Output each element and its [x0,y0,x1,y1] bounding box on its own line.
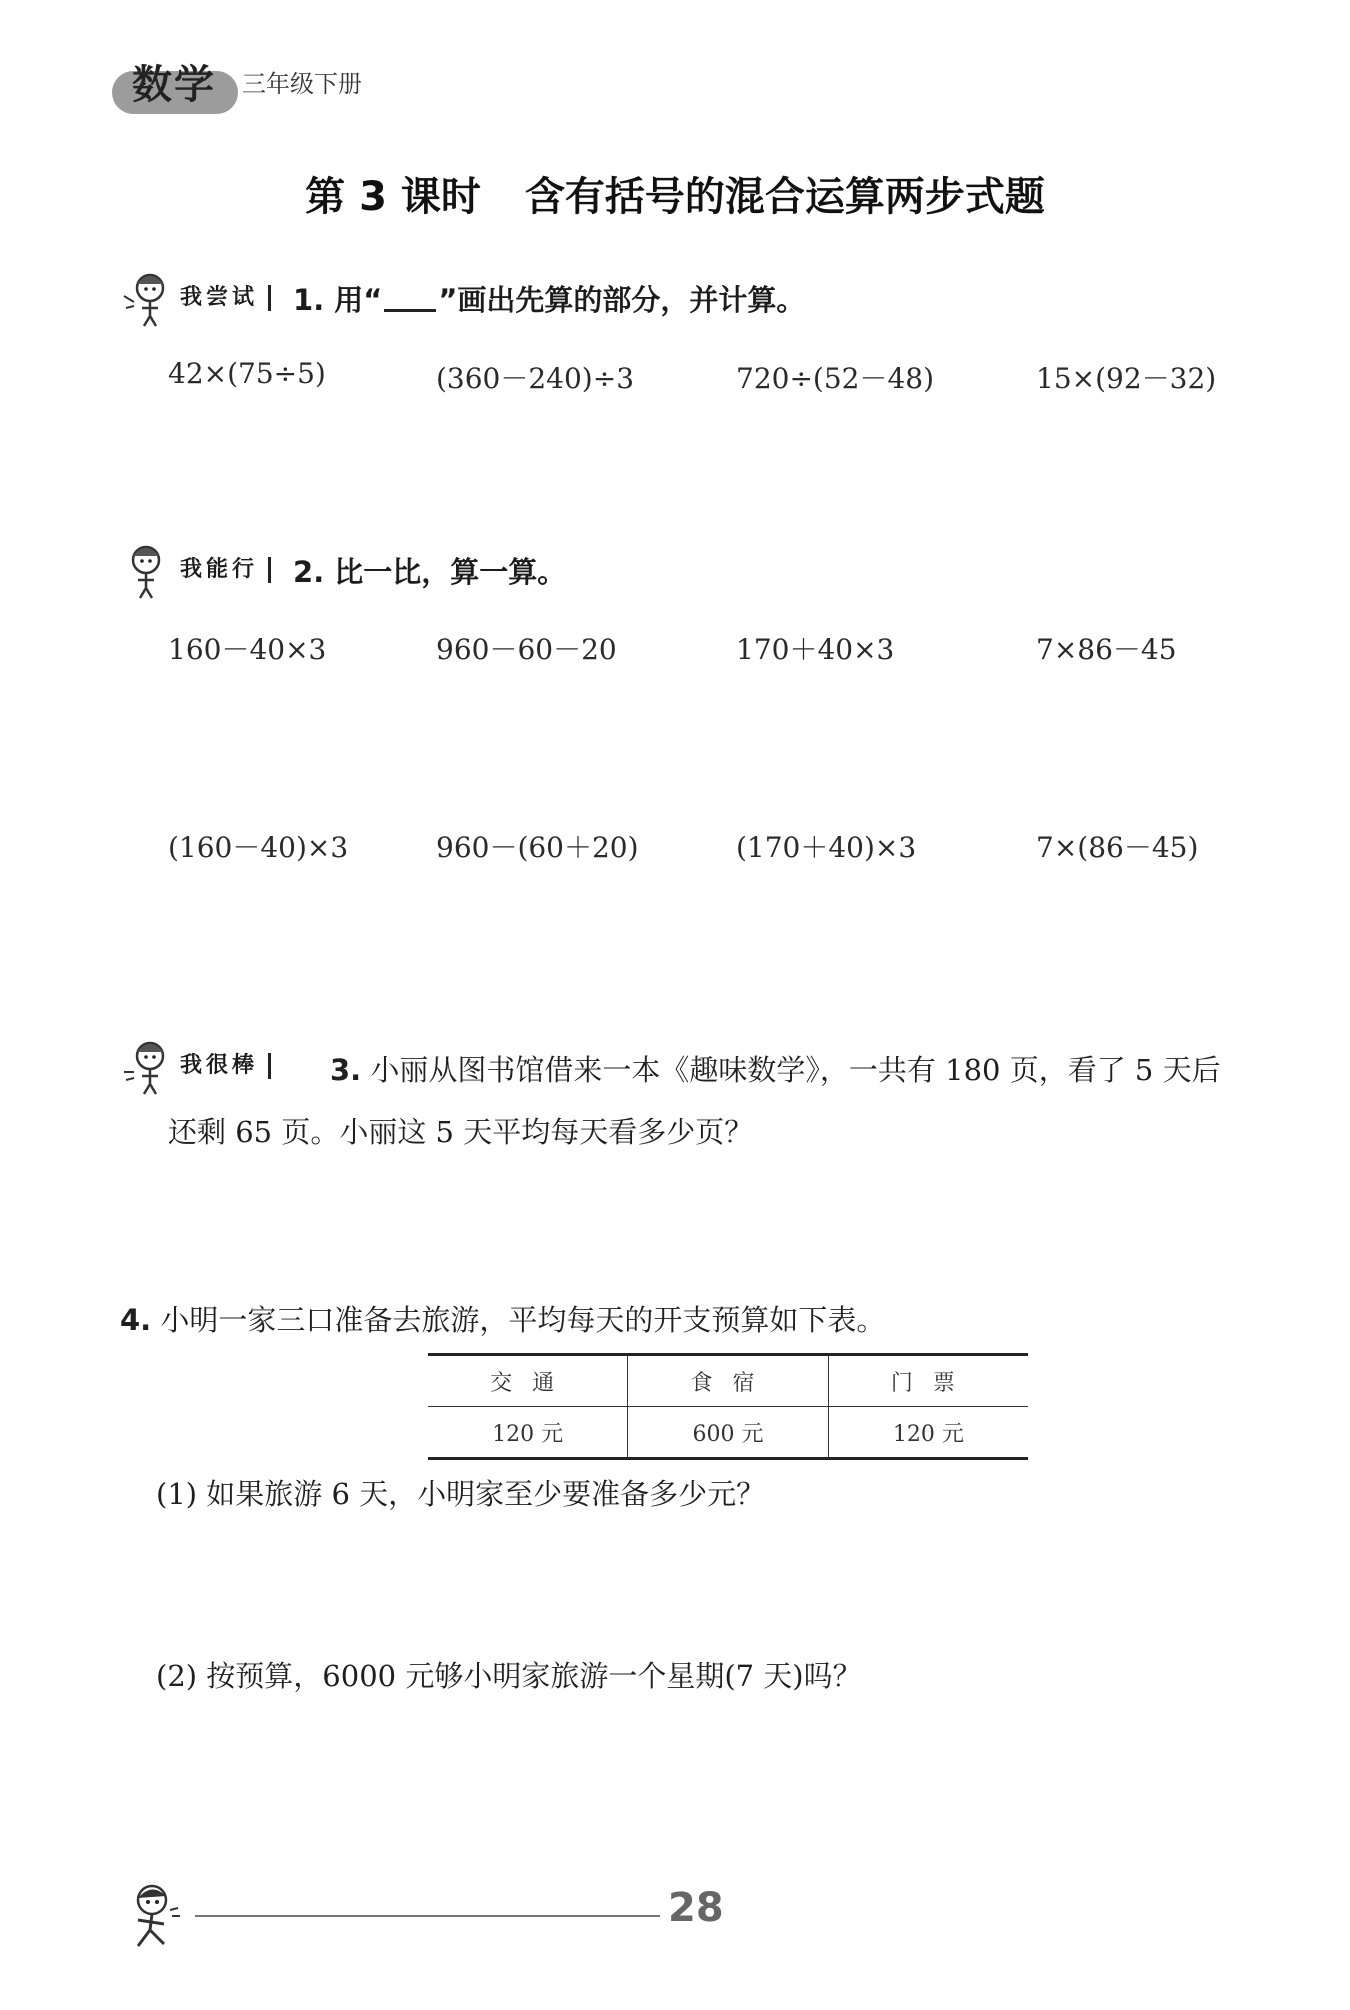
table-cell: 120 元 [428,1407,628,1459]
lesson-topic: 含有括号的混合运算两步式题 [524,174,1045,220]
q3-heading [120,1036,271,1096]
q4-subquestion-1: (1) 如果旅游 6 天，小明家至少要准备多少元？ [156,1477,766,1511]
girl-mascot-icon [120,1036,172,1096]
q3-text-line1: 3. 小丽从图书馆借来一本《趣味数学》，一共有 180 页，看了 5 天后 [330,1053,1221,1087]
subject-label: 数学 [120,53,228,110]
girl-mascot-icon [120,268,172,328]
table-header-row [428,1355,1028,1407]
table-header-cell: 交通 [428,1355,628,1407]
q1-heading [120,268,805,328]
q2-tag: 我能行 [180,557,271,583]
underline-blank [384,285,436,312]
table-header-cell: 食宿 [628,1355,828,1407]
q1-expression: 15×(92－32) [1036,362,1217,395]
q2-heading [120,540,566,600]
girl-mascot-icon [120,540,172,600]
q1-title: 1. 用“ ”画出先算的部分，并计算。 [293,282,806,317]
q1-expression: (360－240)÷3 [436,362,635,395]
q2-expression: 7×(86－45) [1036,831,1199,864]
q2-expression: 960－60－20 [436,633,617,666]
grade-label: 三年级下册 [242,69,362,98]
table-cell: 600 元 [628,1407,828,1459]
runner-mascot-icon [118,1880,188,1952]
q1-tag: 我尝试 [180,285,271,311]
q1-expression: 42×(75÷5) [168,357,326,390]
book-header [120,58,362,108]
q4-number: 4. [120,1303,152,1337]
q2-expression: (170＋40)×3 [736,831,917,864]
table-row [428,1407,1028,1459]
q1-expression: 720÷(52－48) [736,362,935,395]
footer-rule [195,1915,660,1917]
q3-tag: 我很棒 [180,1053,271,1079]
table-header-cell: 门票 [828,1355,1028,1407]
table-cell: 120 元 [828,1407,1028,1459]
q3-number: 3. [330,1053,362,1087]
q2-expression: 960－(60＋20) [436,831,639,864]
q2-expression: 160－40×3 [168,633,327,666]
q2-expression: 170＋40×3 [736,633,895,666]
q2-expression: 7×86－45 [1036,633,1177,666]
page-number: 28 [668,1885,724,1931]
lesson-title [0,165,1350,222]
budget-table [428,1353,1028,1460]
q2-title: 2. 比一比，算一算。 [293,554,567,589]
q4-subquestion-2: (2) 按预算，6000 元够小明家旅游一个星期(7 天)吗？ [156,1659,862,1693]
lesson-number: 第 3 课时 [305,174,481,220]
q4-intro: 4. 小明一家三口准备去旅游，平均每天的开支预算如下表。 [120,1303,886,1337]
q3-text-line2: 还剩 65 页。小丽这 5 天平均每天看多少页？ [168,1115,754,1149]
q2-expression: (160－40)×3 [168,831,349,864]
